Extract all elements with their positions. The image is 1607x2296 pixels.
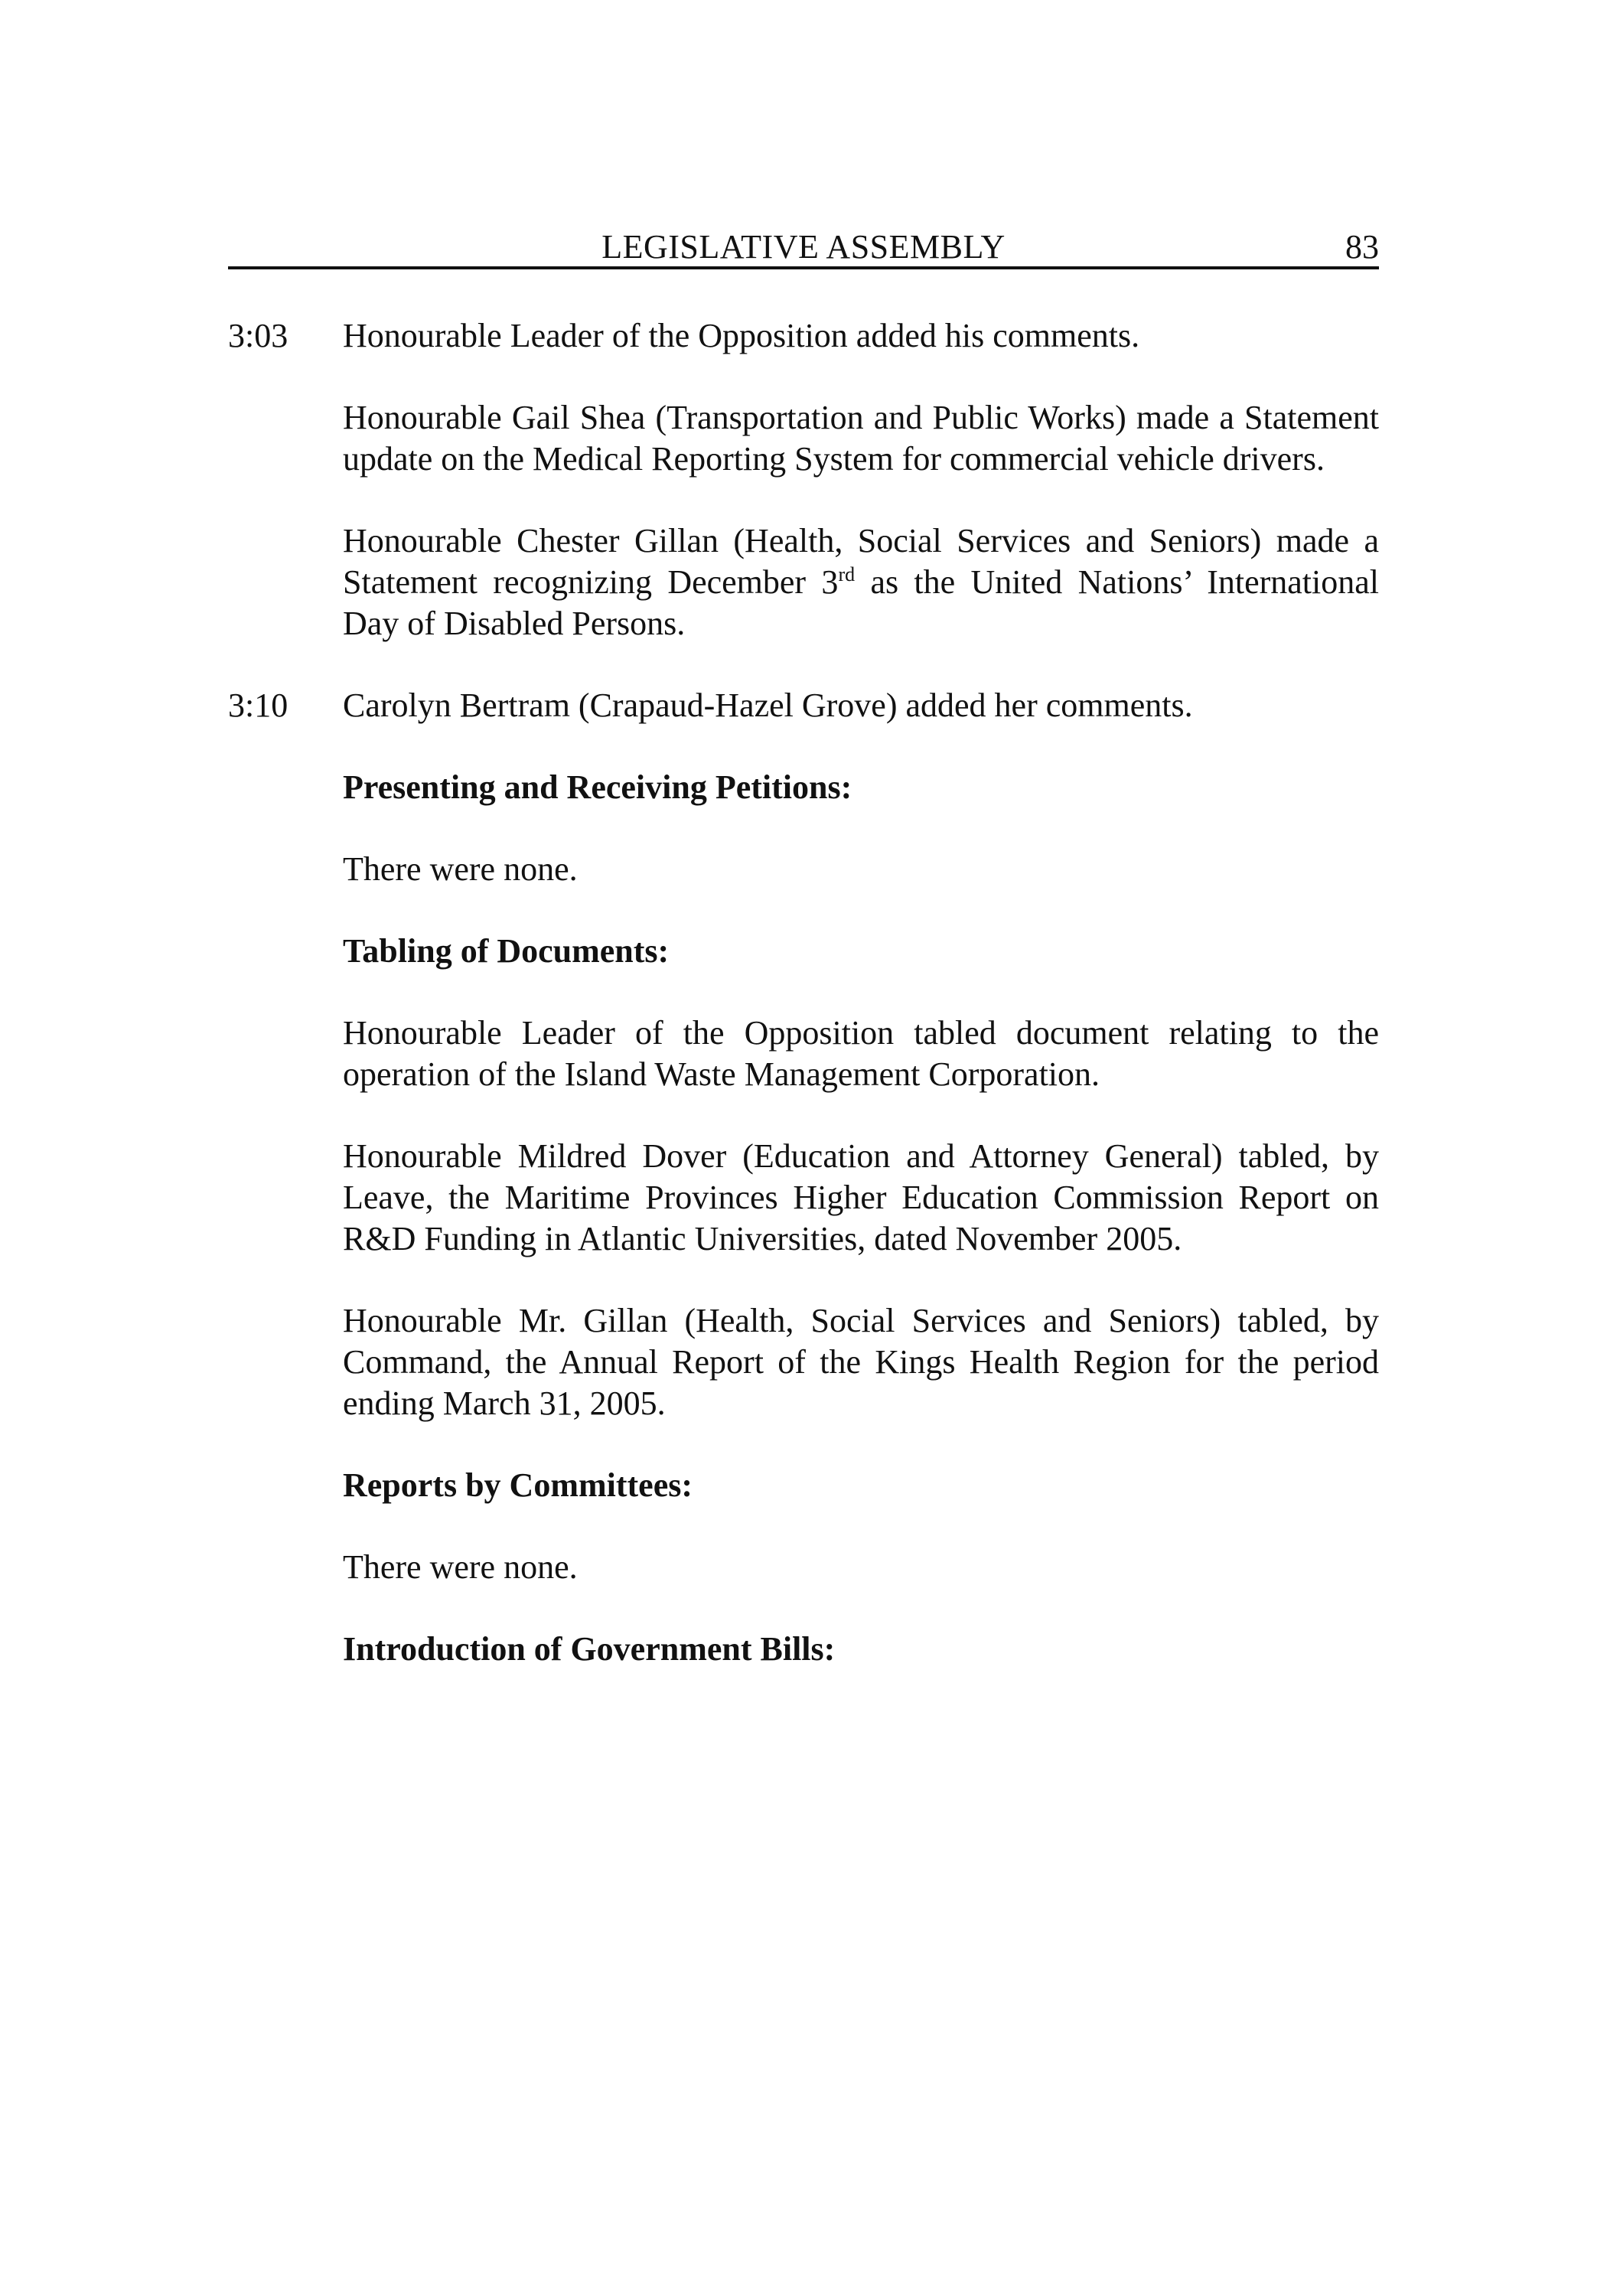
- entry-text: Honourable Leader of the Opposition added his comments.: [343, 317, 1140, 354]
- section-heading: Introduction of Government Bills:: [343, 1630, 836, 1668]
- section-heading: Presenting and Receiving Petitions:: [343, 768, 852, 806]
- entry-time: 3:03: [228, 317, 288, 354]
- entry-text: Carolyn Bertram (Crapaud-Hazel Grove) added her comments.: [343, 687, 1193, 724]
- ordinal-superscript: rd: [838, 563, 856, 585]
- page-body: [228, 315, 1379, 1711]
- entry-text: There were none.: [343, 850, 578, 888]
- proceeding-entry: [228, 315, 1379, 357]
- entry-text: [343, 520, 1379, 644]
- entry-text: Honourable Mildred Dover (Education and Attorney General) tabled, by Leave, the Maritime Provinces Higher Education Commission Report on R&D Funding in Atlantic Universities, dated November 2005.: [343, 1137, 1379, 1257]
- page-header: [228, 228, 1379, 269]
- entry-text: Honourable Gail Shea (Transportation and Public Works) made a Statement update on the Medical Reporting System for commercial vehicle drivers.: [343, 399, 1379, 478]
- section-heading-tabling: [228, 931, 1379, 972]
- proceeding-entry: [228, 685, 1379, 726]
- proceeding-entry: [228, 397, 1379, 480]
- entry-time: 3:10: [228, 687, 288, 724]
- proceeding-entry: [228, 1136, 1379, 1260]
- proceeding-entry: [228, 849, 1379, 890]
- entry-text: Honourable Leader of the Opposition tabled document relating to the operation of the Island Waste Management Corporation.: [343, 1014, 1379, 1093]
- section-heading: Tabling of Documents:: [343, 932, 670, 970]
- section-heading-committees: [228, 1465, 1379, 1506]
- page-number: 83: [1345, 228, 1379, 266]
- section-heading-petitions: [228, 767, 1379, 808]
- proceeding-entry: [228, 1547, 1379, 1588]
- proceeding-entry: [228, 1300, 1379, 1424]
- proceeding-entry: [228, 520, 1379, 644]
- section-heading: Reports by Committees:: [343, 1466, 693, 1504]
- entry-text: There were none.: [343, 1548, 578, 1586]
- entry-text-part: as the United Nations’ International Day of Disabled Persons.: [343, 563, 1380, 642]
- entry-text: Honourable Mr. Gillan (Health, Social Services and Seniors) tabled, by Command, the Annual Report of the Kings Health Region for the period ending March 31, 2005.: [343, 1302, 1379, 1422]
- section-heading-government-bills: [228, 1629, 1379, 1670]
- proceeding-entry: [228, 1013, 1379, 1095]
- page-title: LEGISLATIVE ASSEMBLY: [601, 228, 1006, 266]
- entry-text-part: Honourable Chester Gillan (Health, Social Services and Seniors) made a Statement recognizing December 3: [343, 522, 1379, 601]
